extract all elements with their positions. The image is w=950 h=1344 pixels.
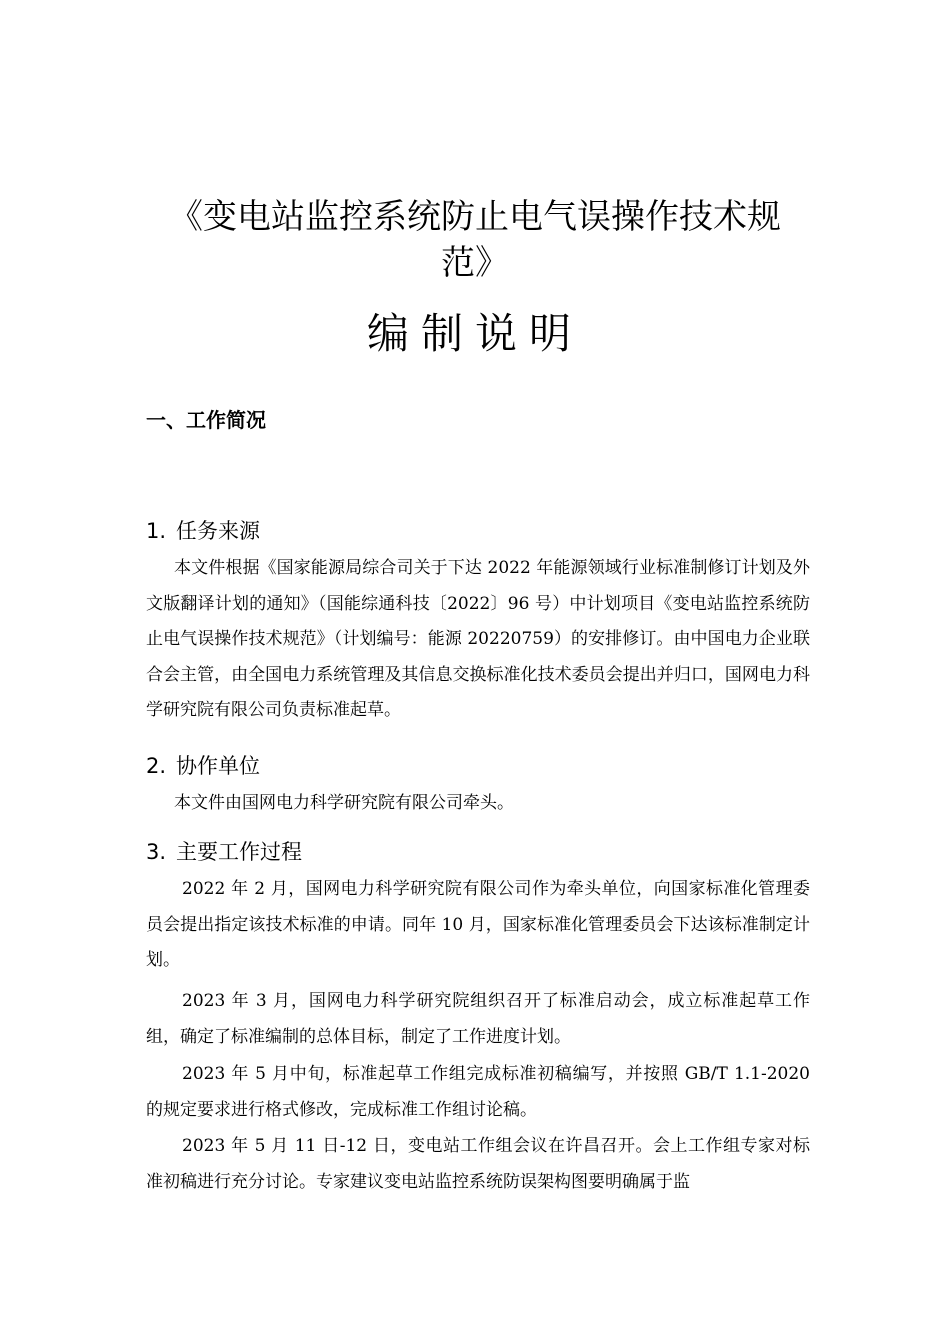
paragraph-work-process-2: 2023 年 3 月，国网电力科学研究院组织召开了标准启动会，成立标准起草工作组，确定了标准编制的总体目标，制定了工作进度计划。 <box>146 991 810 1047</box>
subheading-title: 协作单位 <box>176 754 261 778</box>
document-title-line-1: 《变电站监控系统防止电气误操作技术规 <box>169 197 781 237</box>
paragraph-work-process-1: 2022 年 2 月，国网电力科学研究院有限公司作为牵头单位，向国家标准化管理委员会提出指定该技术标准的申请。同年 10 月，国家标准化管理委员会下达该标准制定计划。 <box>146 879 810 970</box>
paragraph-work-process-3: 2023 年 5 月中旬，标准起草工作组完成标准初稿编写，并按照 GB/T 1.1-2020 的规定要求进行格式修改，完成标准工作组讨论稿。 <box>146 1064 810 1120</box>
subheading-task-source <box>146 515 260 547</box>
paragraph-work-process-4: 2023 年 5 月 11 日-12 日，变电站工作组会议在许昌召开。会上工作组专家对标准初稿进行充分讨论。专家建议变电站监控系统防误架构图要明确属于监 <box>146 1136 810 1192</box>
subheading-title: 主要工作过程 <box>176 840 303 864</box>
document-title-line-2: 范》 <box>441 243 509 283</box>
document-subtitle: 编制说明 <box>366 309 583 358</box>
section-heading-work-overview: 一、工作简况 <box>146 408 266 432</box>
subheading-collaborators <box>146 750 260 782</box>
subheading-number: 1. <box>146 519 167 543</box>
paragraph-collaborators: 本文件由国网电力科学研究院有限公司牵头。 <box>174 793 514 813</box>
subheading-title: 任务来源 <box>176 519 261 543</box>
paragraph-task-source: 本文件根据《国家能源局综合司关于下达 2022 年能源领域行业标准制修订计划及外文版翻译计划的通知》（国能综通科技〔2022〕96 号）中计划项目《变电站监控系统防止电气误操作技术规范》（计划编号：能源 20220759）的安排修订。由中国电力企业联合会主管，由全国电力系统管理及其信息交换标准化技术委员会提出并归口，国网电力科学研究院有限公司负责标准起草。 <box>146 558 810 720</box>
subheading-number: 3. <box>146 840 167 864</box>
subheading-number: 2. <box>146 754 167 778</box>
subheading-work-process <box>146 836 302 868</box>
